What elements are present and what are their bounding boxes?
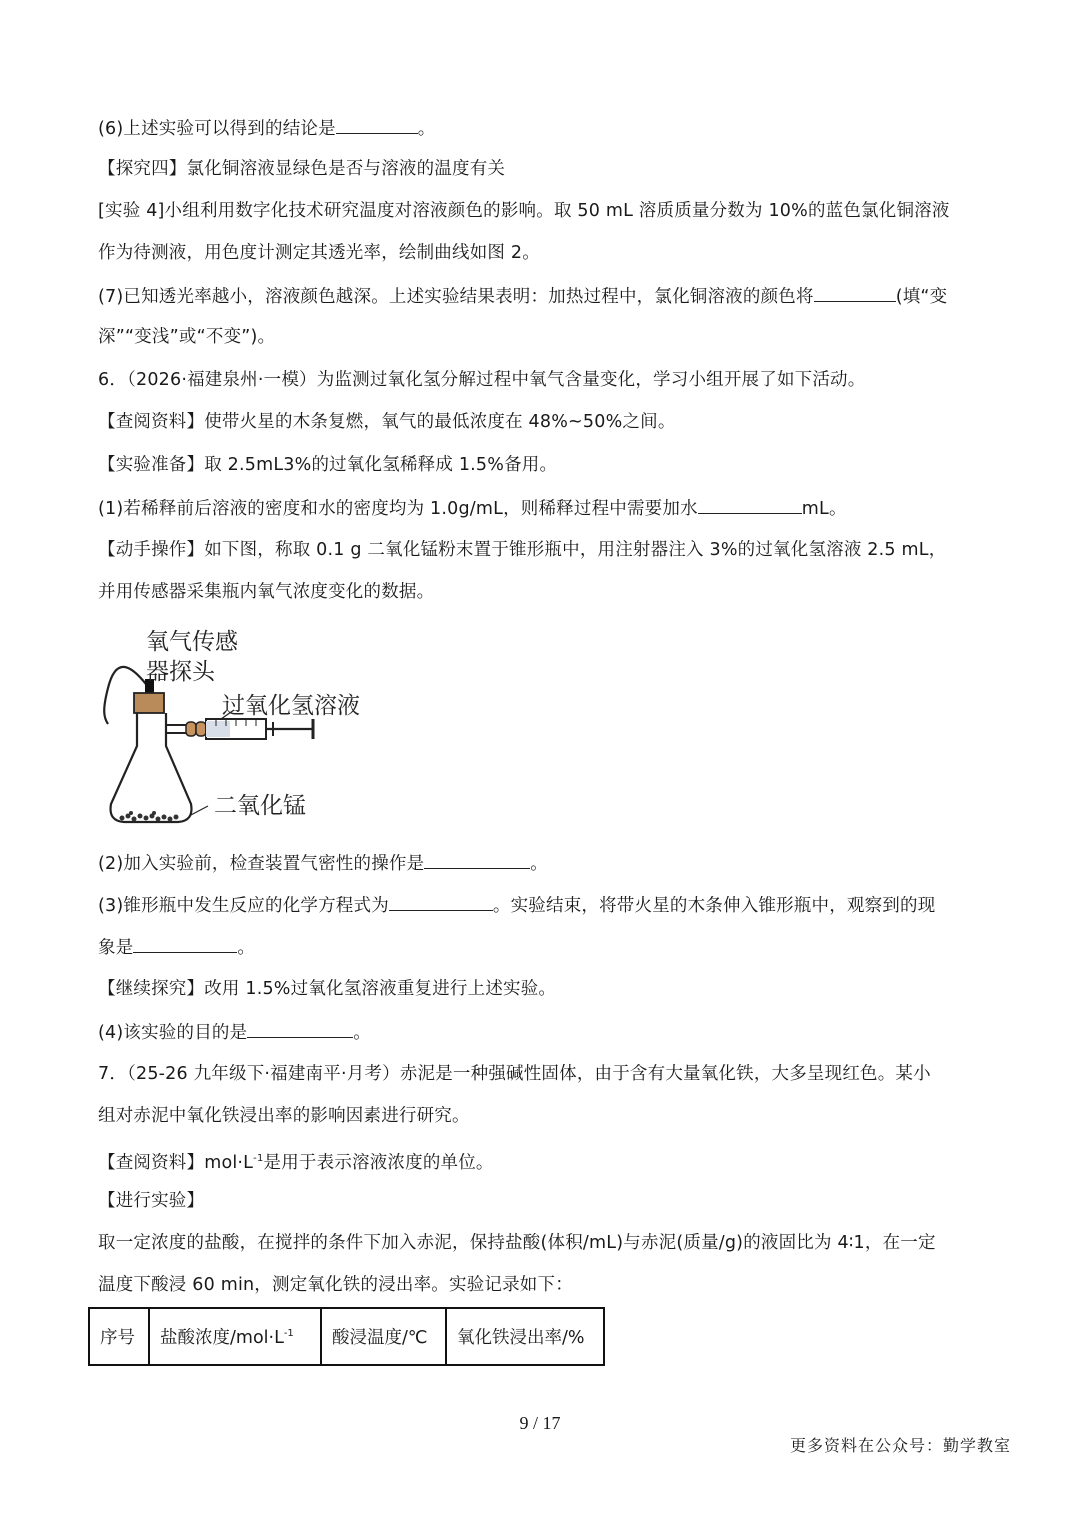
question-3 bbox=[98, 892, 935, 918]
hands-on-operation-cont: 并用传感器采集瓶内氧气浓度变化的数据。 bbox=[98, 582, 435, 602]
continue-explore: 【继续探究】改用 1.5%过氧化氢溶液重复进行上述实验。 bbox=[98, 979, 557, 999]
page-number: 9 / 17 bbox=[519, 1413, 561, 1433]
mno2-label: 二氧化锰 bbox=[214, 793, 306, 819]
mno2-powder bbox=[120, 811, 179, 822]
question-6-7 bbox=[98, 283, 947, 309]
sensor-label-2: 器探头 bbox=[146, 659, 215, 685]
answer-blank bbox=[424, 850, 530, 869]
answer-blank bbox=[698, 495, 802, 514]
line-text: 。 bbox=[530, 854, 548, 874]
hands-on-operation: 【动手操作】如下图，称取 0.1 g 二氧化锰粉末置于锥形瓶中，用注射器注入 3%的过氧化氢溶液 2.5 mL， bbox=[98, 540, 947, 560]
line-text: 。实验结束，将带火星的木条伸入锥形瓶中，观察到的现 bbox=[492, 896, 936, 916]
line-text: 【查阅资料】mol·L bbox=[98, 1152, 254, 1173]
experiment-7-text-cont: 温度下酸浸 60 min，测定氧化铁的浸出率。实验记录如下： bbox=[98, 1275, 573, 1295]
reference-info: 【查阅资料】使带火星的木条复燃，氧气的最低浓度在 48%~50%之间。 bbox=[98, 412, 676, 432]
question-7-title-cont: 组对赤泥中氧化铁浸出率的影响因素进行研究。 bbox=[98, 1106, 470, 1126]
header-temperature: 酸浸温度/℃ bbox=[321, 1308, 446, 1365]
answer-blank bbox=[389, 892, 493, 911]
header-leach-rate: 氧化铁浸出率/% bbox=[446, 1308, 604, 1365]
line-text: (6)上述实验可以得到的结论是 bbox=[98, 119, 336, 139]
line-text: (4)该实验的目的是 bbox=[98, 1023, 248, 1043]
question-2 bbox=[98, 850, 548, 876]
experiment-table bbox=[88, 1307, 605, 1366]
question-6-7-cont: 深”“变浅”或“不变”)。 bbox=[98, 327, 276, 347]
superscript: -1 bbox=[253, 1153, 264, 1164]
solution-label: 过氧化氢溶液 bbox=[222, 693, 360, 719]
line-text: (3)锥形瓶中发生反应的化学方程式为 bbox=[98, 896, 389, 916]
experiment-4-text-cont: 作为待测液，用色度计测定其透光率，绘制曲线如图 2。 bbox=[98, 243, 540, 263]
line-text: (1)若稀释前后溶液的密度和水的密度均为 1.0g/mL，则稀释过程中需要加水 bbox=[98, 499, 698, 519]
answer-blank bbox=[814, 283, 896, 302]
question-6-6 bbox=[98, 115, 436, 141]
reference-info-7 bbox=[98, 1147, 494, 1175]
experiment-4-text: [实验 4]小组利用数字化技术研究温度对溶液颜色的影响。取 50 mL 溶质质量分数为 10%的蓝色氯化铜溶液 bbox=[98, 201, 950, 221]
superscript: -1 bbox=[283, 1328, 294, 1340]
line-text: 象是 bbox=[98, 938, 134, 958]
line-text: 。 bbox=[417, 119, 436, 139]
question-4 bbox=[98, 1019, 371, 1045]
line-text: (7)已知透光率越小，溶液颜色越深。上述实验结果表明：加热过程中，氯化铜溶液的颜色将 bbox=[98, 287, 814, 307]
header-text: 盐酸浓度/mol·L bbox=[160, 1328, 284, 1348]
apparatus-figure bbox=[96, 626, 396, 836]
answer-blank bbox=[133, 934, 237, 953]
line-text: 是用于表示溶液浓度的单位。 bbox=[263, 1152, 494, 1173]
experiment-heading: 【进行实验】 bbox=[98, 1191, 205, 1211]
question-6-title: 6．（2026·福建泉州·一模）为监测过氧化氢分解过程中氧气含量变化，学习小组开展了如下活动。 bbox=[98, 370, 866, 390]
line-text: mL。 bbox=[801, 499, 847, 519]
footer-note: 更多资料在公众号：勤学教室 bbox=[790, 1436, 1012, 1455]
experiment-7-text: 取一定浓度的盐酸，在搅拌的条件下加入赤泥，保持盐酸(体积/mL)与赤泥(质量/g)的液固比为 4∶1，在一定 bbox=[98, 1233, 936, 1253]
answer-blank bbox=[336, 115, 418, 134]
header-acid-concentration bbox=[149, 1308, 321, 1365]
section-heading-explore-4: 【探究四】氯化铜溶液显绿色是否与溶液的温度有关 bbox=[98, 159, 506, 179]
question-1 bbox=[98, 495, 847, 521]
table-header-row bbox=[89, 1308, 604, 1365]
header-index: 序号 bbox=[89, 1308, 149, 1365]
erlenmeyer-flask bbox=[111, 713, 192, 822]
experiment-prep: 【实验准备】取 2.5mL3%的过氧化氢稀释成 1.5%备用。 bbox=[98, 455, 558, 475]
rubber-stopper bbox=[134, 693, 164, 713]
line-text: 。 bbox=[237, 938, 256, 958]
line-text: 。 bbox=[353, 1023, 371, 1043]
answer-blank bbox=[247, 1019, 353, 1038]
question-3-cont bbox=[98, 934, 255, 960]
line-text: (2)加入实验前，检查装置气密性的操作是 bbox=[98, 854, 425, 874]
line-text: (填“变 bbox=[895, 287, 948, 307]
question-7-title: 7．（25-26 九年级下·福建南平·月考）赤泥是一种强碱性固体，由于含有大量氧化铁，大多呈现红色。某小 bbox=[98, 1064, 931, 1084]
sensor-label-1: 氧气传感 bbox=[146, 629, 238, 655]
